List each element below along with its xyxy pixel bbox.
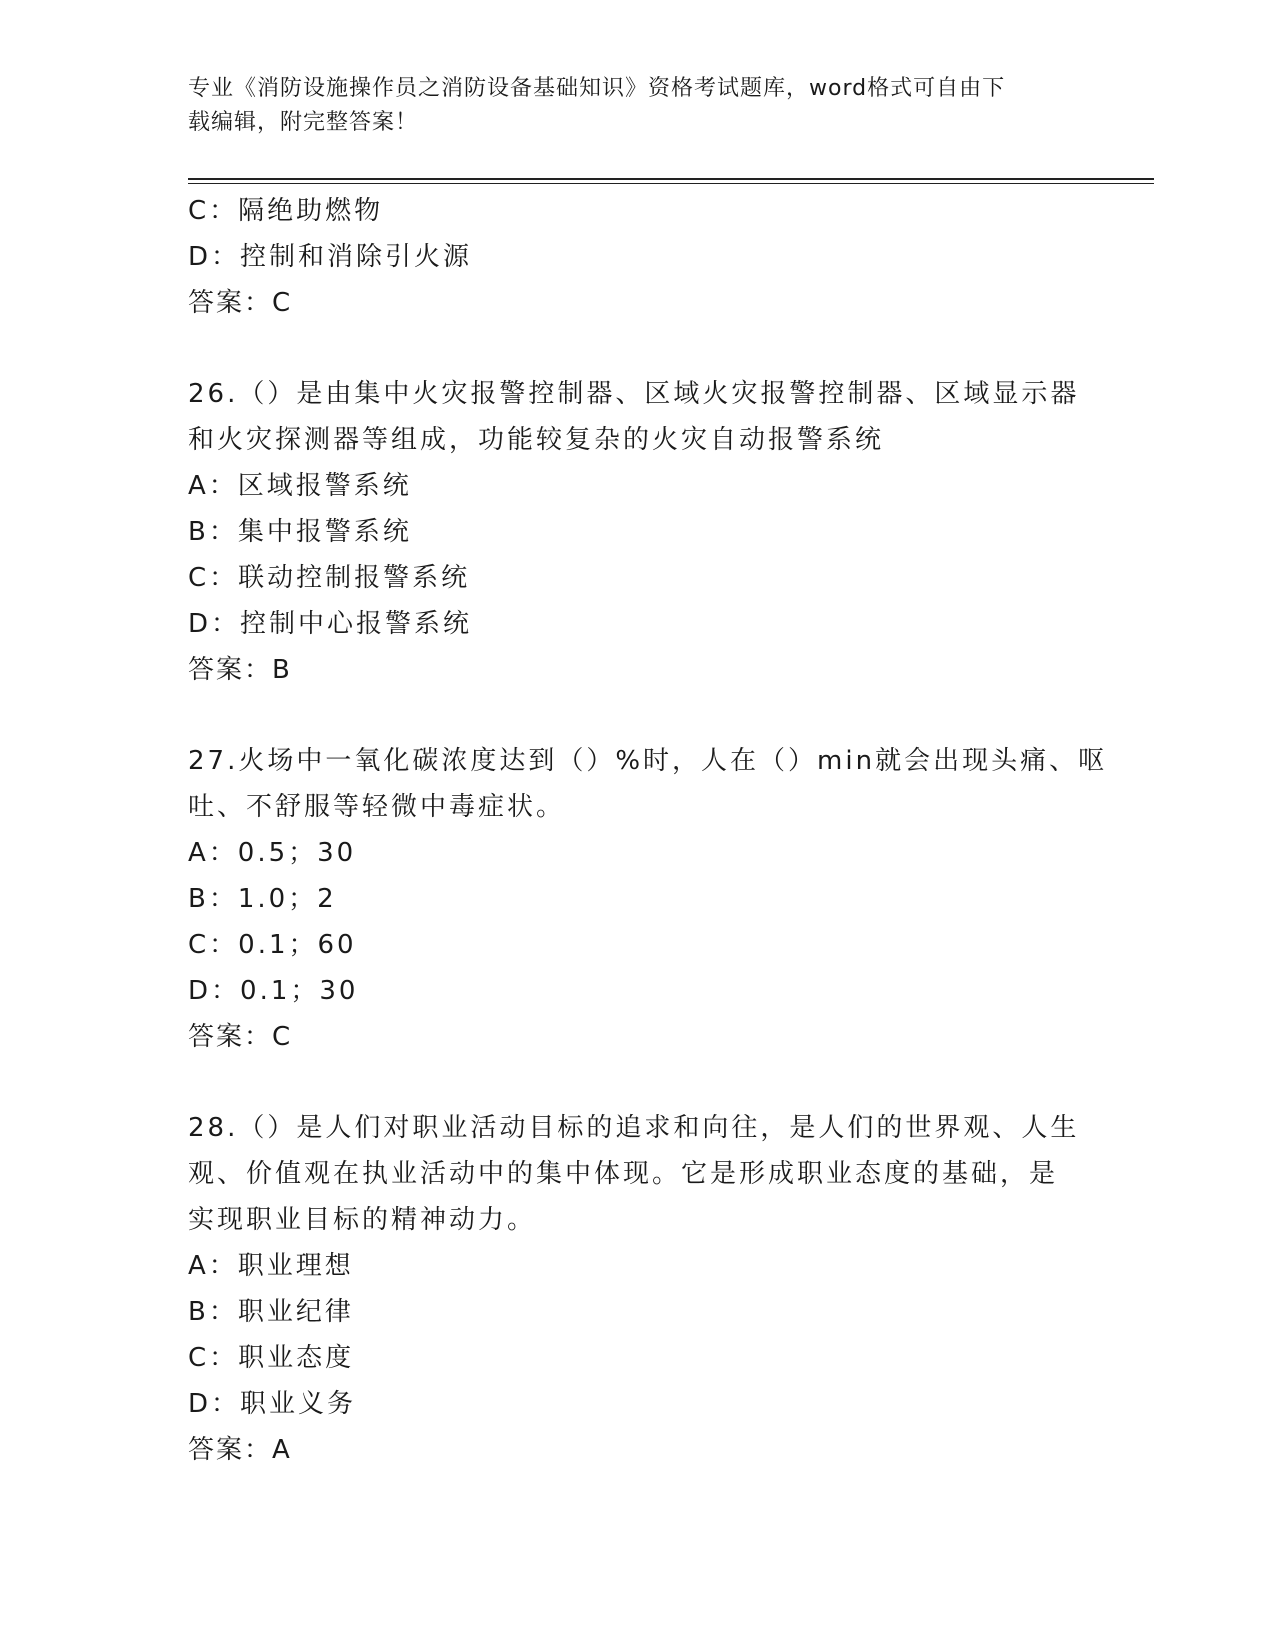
option-d: D：职业义务 — [188, 1389, 357, 1419]
answer: 答案：A — [188, 1435, 292, 1465]
option-d: D：控制和消除引火源 — [188, 242, 473, 272]
option-a: A：0.5；30 — [188, 838, 357, 868]
option-a: A：职业理想 — [188, 1251, 354, 1281]
option-d: D：控制中心报警系统 — [188, 609, 473, 639]
question-stem: 实现职业目标的精神动力。 — [188, 1205, 537, 1235]
question-stem: 26.（）是由集中火灾报警控制器、区域火灾报警控制器、区域显示器 — [188, 379, 1080, 409]
option-b: B：1.0；2 — [188, 884, 337, 914]
option-d: D：0.1；30 — [188, 976, 359, 1006]
question-28 — [188, 1105, 1088, 1473]
option-c: C：隔绝助燃物 — [188, 196, 384, 226]
question-stem: 和火灾探测器等组成，功能较复杂的火灾自动报警系统 — [188, 425, 885, 455]
answer: 答案：C — [188, 1022, 293, 1052]
option-b: B：集中报警系统 — [188, 517, 412, 547]
answer: 答案：C — [188, 288, 293, 318]
question-27 — [188, 738, 1108, 1060]
question-stem: 观、价值观在执业活动中的集中体现。它是形成职业态度的基础，是 — [188, 1159, 1059, 1189]
document-header — [188, 72, 1068, 140]
header-divider-thin — [188, 183, 1154, 184]
prev-question-tail — [188, 188, 1088, 326]
question-stem: 27.火场中一氧化碳浓度达到（）%时，人在（）min就会出现头痛、呕 — [188, 746, 1108, 776]
question-list — [188, 188, 1108, 1473]
question-stem: 吐、不舒服等轻微中毒症状。 — [188, 792, 566, 822]
option-c: C：联动控制报警系统 — [188, 563, 471, 593]
header-line-2: 载编辑，附完整答案！ — [188, 110, 419, 135]
question-stem: 28.（）是人们对职业活动目标的追求和向往，是人们的世界观、人生 — [188, 1113, 1080, 1143]
option-c: C：0.1；60 — [188, 930, 357, 960]
option-c: C：职业态度 — [188, 1343, 355, 1373]
header-line-1: 专业《消防设施操作员之消防设备基础知识》资格考试题库，word格式可自由下 — [188, 76, 1006, 101]
option-b: B：职业纪律 — [188, 1297, 354, 1327]
question-26 — [188, 371, 1088, 693]
header-divider-thick — [188, 178, 1154, 180]
option-a: A：区域报警系统 — [188, 471, 412, 501]
answer: 答案：B — [188, 655, 292, 685]
